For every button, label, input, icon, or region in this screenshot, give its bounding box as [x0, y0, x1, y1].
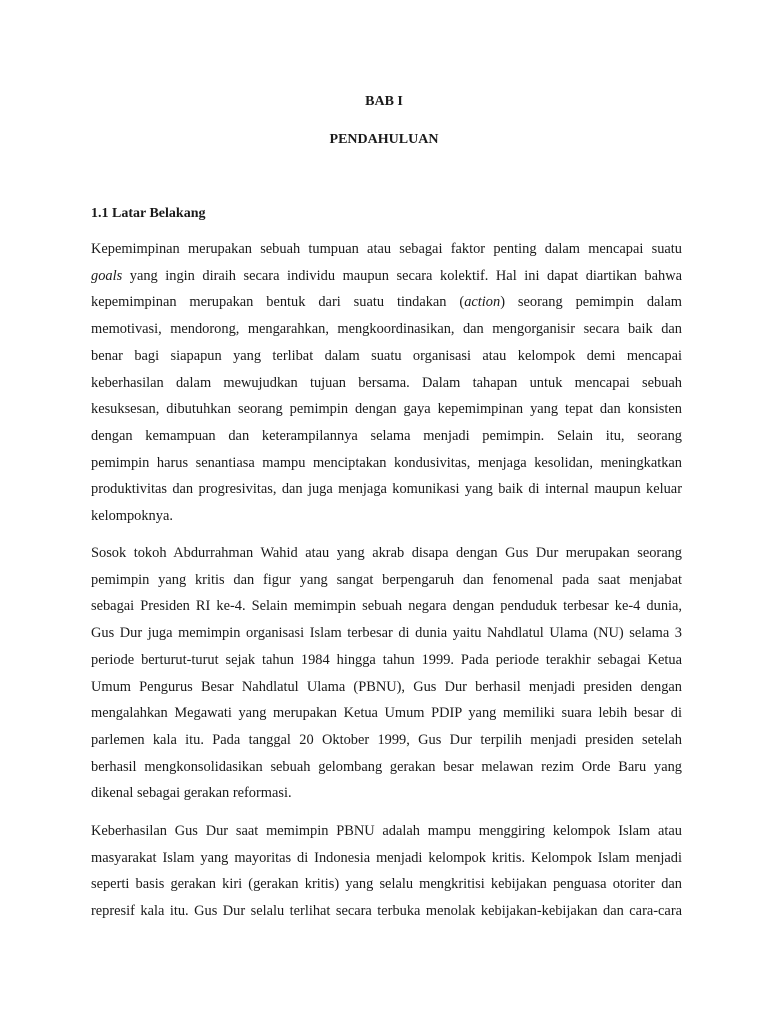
- text-run: ) seorang pemimpin dalam: [500, 294, 682, 311]
- paragraph-line: periode berturut-turut sejak tahun 1984 hingga tahun 1999. Pada periode terakhir sebagai Ketua: [91, 651, 682, 668]
- section-heading: 1.1 Latar Belakang: [91, 206, 206, 221]
- paragraph-line: Keberhasilan Gus Dur saat memimpin PBNU adalah mampu menggiring kelompok Islam atau: [91, 823, 682, 839]
- paragraph-line: Kepemimpinan merupakan sebuah tumpuan atau sebagai faktor penting dalam mencapai suatu: [91, 241, 682, 257]
- paragraph-line: parlemen kala itu. Pada tanggal 20 Oktober 1999, Gus Dur terpilih menjadi presiden setelah: [91, 731, 682, 748]
- paragraph-line: kesuksesan, dibutuhkan seorang pemimpin dengan gaya kepemimpinan yang tepat dan konsisten: [91, 401, 682, 418]
- text-run: yang ingin diraih secara individu maupun secara kolektif. Hal ini dapat diartikan bahwa: [122, 267, 682, 284]
- paragraph-line: memotivasi, mendorong, mengarahkan, mengkoordinasikan, dan mengorganisir secara baik dan: [91, 321, 682, 338]
- paragraph-line: keberhasilan dalam mewujudkan tujuan bersama. Dalam tahapan untuk mencapai sebuah: [91, 374, 682, 391]
- paragraph-line: kelompoknya.: [91, 508, 173, 525]
- chapter-title: PENDAHULUAN: [329, 132, 439, 147]
- paragraph-2: [91, 540, 682, 807]
- paragraph-line: berhasil mengkonsolidasikan sebuah gelombang gerakan besar melawan rezim Orde Baru yang: [91, 758, 682, 775]
- paragraph-line: sebagai Presiden RI ke-4. Selain memimpin sebuah negara dengan penduduk terbesar ke-4 dunia,: [91, 598, 682, 615]
- paragraph-line: represif kala itu. Gus Dur selalu terlihat secara terbuka menolak kebijakan-kebijakan dan cara-cara: [91, 903, 682, 920]
- paragraph-line: [91, 289, 682, 316]
- paragraph-line: masyarakat Islam yang mayoritas di Indonesia menjadi kelompok kritis. Kelompok Islam menjadi: [91, 849, 682, 866]
- paragraph-line: dikenal sebagai gerakan reformasi.: [91, 785, 292, 802]
- paragraph-line: pemimpin yang kritis dan figur yang sangat berpengaruh dan fenomenal pada saat menjabat: [91, 571, 682, 588]
- paragraph-1: [91, 236, 682, 530]
- paragraph-line: benar bagi siapapun yang terlibat dalam suatu organisasi atau kelompok demi mencapai: [91, 347, 682, 364]
- text-run: kepemimpinan merupakan bentuk dari suatu tindakan (: [91, 294, 465, 311]
- paragraph-line: Sosok tokoh Abdurrahman Wahid atau yang akrab disapa dengan Gus Dur merupakan seorang: [91, 545, 682, 561]
- paragraph-line: pemimpin harus senantiasa mampu menciptakan kondusivitas, menjaga kesolidan, meningkatkan: [91, 454, 682, 471]
- paragraph-3: [91, 818, 682, 925]
- chapter-number: BAB I: [365, 94, 403, 109]
- italic-term: action: [464, 294, 501, 311]
- paragraph-line: produktivitas dan progresivitas, dan juga menjaga komunikasi yang baik di internal maupun keluar: [91, 481, 682, 498]
- paragraph-line: [91, 263, 682, 290]
- paragraph-line: mengalahkan Megawati yang merupakan Ketua Umum PDIP yang memiliki suara lebih besar di: [91, 705, 682, 722]
- paragraph-line: seperti basis gerakan kiri (gerakan kritis) yang selalu mengkritisi kebijakan penguasa otoriter dan: [91, 876, 682, 893]
- paragraph-line: Umum Pengurus Besar Nahdlatul Ulama (PBNU), Gus Dur berhasil menjadi presiden dengan: [91, 678, 682, 695]
- italic-term: goals: [91, 267, 123, 284]
- paragraph-line: Gus Dur juga memimpin organisasi Islam terbesar di dunia yaitu Nahdlatul Ulama (NU) selama 3: [91, 625, 682, 642]
- paragraph-line: dengan kemampuan dan keterampilannya selama menjadi pemimpin. Selain itu, seorang: [91, 427, 682, 444]
